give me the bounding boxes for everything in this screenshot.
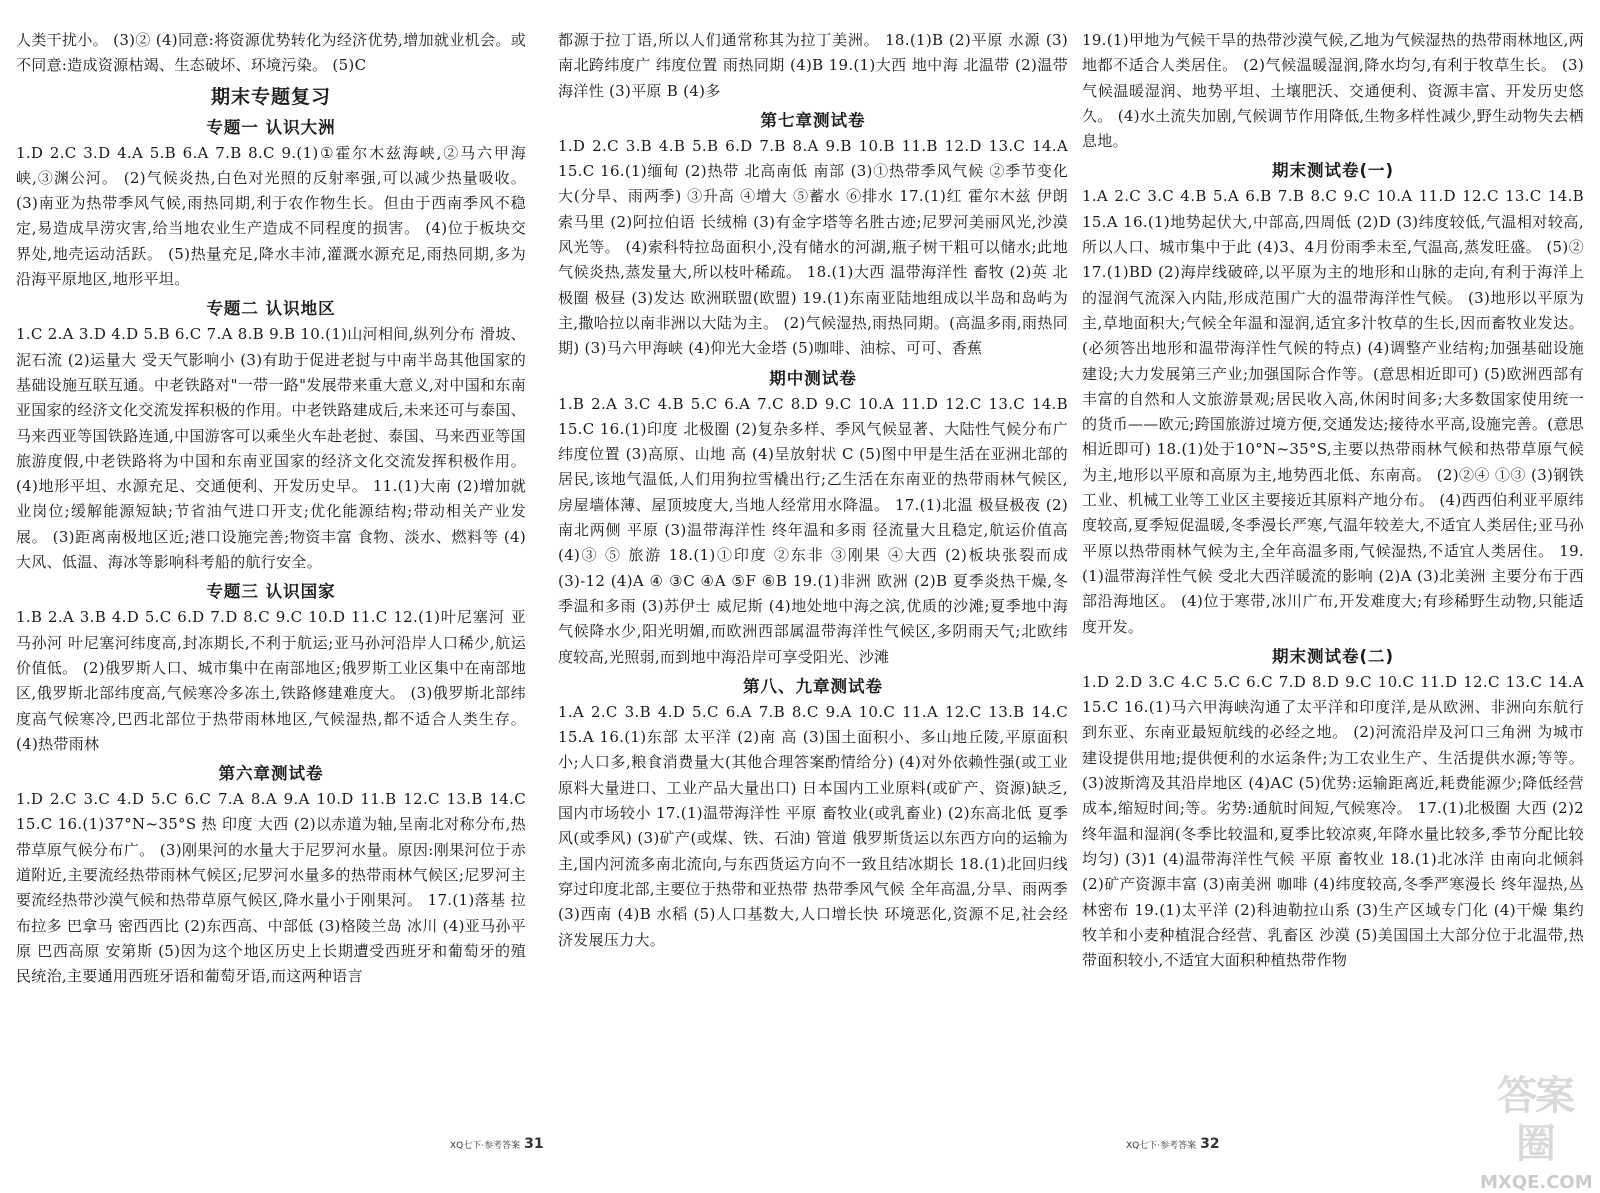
answers-chapter-6-test: 1.D 2.C 3.C 4.D 5.C 6.C 7.A 8.A 9.A 10.D 11.B 12.C 13.B 14.C 15.C 16.(1)37°N~35°S 热 印度 大西 (2)以赤道为轴,呈南北对称分布,热带草原气候分布广。 (3)刚果河的水量大于尼罗河水量。原因:刚果河位于赤道附近,主要流经热带雨林气候区;尼罗河水量多的热带雨林气候区;尼罗河主要流经热带沙漠气候和热带草原气候区,降水量小于刚果河。 17.(1)落基 拉布拉多 巴拿马 密西西比 (2)东西高、中部低 (3)格陵兰岛 冰川 (4)亚马孙平原 巴西高原 安第斯 (5)因为这个地区历史上长期遭受西班牙和葡萄牙的殖民统治,主要通用西班牙语和葡萄牙语,而这两种语言 [16,790,526,986]
answers-chapter-7-test: 1.D 2.C 3.B 4.B 5.B 6.D 7.B 8.A 9.B 10.B 11.B 12.D 13.C 14.A 15.C 16.(1)缅甸 (2)热带 北高南低 南部 (3)①热带季风气候 ②季节变化大(分旱、雨两季) ③升高 ④增大 ⑤蓄水 ⑥排水 17.(1)红 霍尔木兹 伊朗 索马里 (2)阿拉伯语 长绒棉 (3)有金字塔等名胜古迹;尼罗河美丽风光,沙漠风光等。 (4)索科特拉岛面积小,没有储水的河湖,瓶子树干粗可以储水;此地气候炎热,蒸发量大,所以枝叶稀疏。 18.(1)大西 温带海洋性 畜牧 (2)英 北极圈 极昼 (3)发达 欧洲联盟(欧盟) 19.(1)东南亚陆地组成以半岛和岛屿为主,撒哈拉以南非洲以大陆为主。 (2)气候湿热,雨热同期。(高温多雨,雨热同期) (3)马六甲海峡 (4)仰光大金塔 (5)咖啡、油棕、可可、香蕉 [558,136,1068,358]
page-footer-right [1126,1136,1220,1152]
page-footer-left [450,1136,544,1152]
heading-chapter-7-test: 第七章测试卷 [760,110,866,130]
heading-topic-3: 专题三 认识国家 [206,582,336,602]
answer-column-left [16,28,526,990]
paragraph-intro: 19.(1)甲地为气候干旱的热带沙漠气候,乙地为气候湿热的热带雨林地区,两地都不适合人类居住。 (2)气候温暖湿润,降水均匀,有利于牧草生长。 (3)气候温暖湿润、地势平坦、土壤肥沃、交通便利、资源丰富、开发历史悠久。 (4)水土流失加剧,气候调节作用降低,生物多样性减少,野生动物失去栖息地。 [1082,31,1584,151]
section-title-final-review: 期末专题复习 [210,85,331,108]
answers-topic-3: 1.B 2.A 3.B 4.D 5.C 6.D 7.D 8.C 9.C 10.D 11.C 12.(1)叶尼塞河 亚马孙河 叶尼塞河纬度高,封冻期长,不利于航运;亚马孙河沿岸人口稀少,航运价值低。 (2)俄罗斯人口、城市集中在南部地区;俄罗斯工业区集中在南部地区,俄罗斯北部纬度高,气候寒冷多冻土,铁路修建难度大。 (3)俄罗斯北部纬度高气候寒冷,巴西北部位于热带雨林地区,气候湿热,都不适合人类生存。 (4)热带雨林 [16,608,526,753]
page-number: 32 [1200,1136,1220,1152]
watermark-url: MXQE.COM [1480,1172,1593,1193]
answers-topic-1: 1.D 2.C 3.D 4.A 5.B 6.A 7.B 8.C 9.(1)①霍尔木兹海峡,②马六甲海峡,③渊公河。 (2)气候炎热,白色对光照的反射率强,可以减少热量吸收。 (3)南亚为热带季风气候,雨热同期,利于农作物生长。但由于西南季风不稳定,易造成旱涝灾害,给当地农业生产造成不同程度的损害。 (4)位于板块交界处,地壳运动活跃。 (5)热量充足,降水丰沛,灌溉水源充足,雨热同期,多为沿海平原地区,地形平坦。 [16,143,526,289]
footer-label: XQ七下·参考答案 [1126,1141,1197,1151]
heading-topic-1: 专题一 认识大洲 [206,117,336,137]
answers-midterm-test: 1.B 2.A 3.C 4.B 5.C 6.A 7.C 8.D 9.C 10.A 11.D 12.C 13.C 14.B 15.C 16.(1)印度 北极圈 (2)复杂多样、季风气候显著、大陆性气候分布广 纬度位置 (3)高原、山地 高 (4)呈放射状 C (5)图中甲是生活在亚洲北部的居民,该地气温低,人们用狗拉雪橇出行;乙生活在东南亚的热带雨林气候区,房屋墙体薄、屋顶坡度大,当地人经常用水降温。 17.(1)北温 极昼极夜 (2)南北两侧 平原 (3)温带海洋性 终年温和多雨 径流量大且稳定,航运价值高 (4)③ ⑤ 旅游 18.(1)①印度 ②东非 ③刚果 ④大西 (2)板块张裂而成 (3)-12 (4)A ④ ③C ④A ⑤F ⑥B 19.(1)非洲 欧洲 (2)B 夏季炎热干燥,冬季温和多雨 (3)苏伊士 威尼斯 (4)地处地中海之滨,优质的沙滩;夏季地中海气候降水少,阳光明媚,而欧洲西部属温带海洋性气候区,多阴雨天气;北欧纬度较高,光照弱,而到地中海沿岸可享受阳光、沙滩 [558,394,1068,666]
page-number: 31 [524,1136,544,1152]
answers-chapter-8-9-test: 1.A 2.C 3.B 4.D 5.C 6.A 7.B 8.C 9.A 10.C 11.A 12.C 13.B 14.C 15.A 16.(1)东部 太平洋 (2)南 高 (3)国土面积小、多山地丘陵,平原面积小;人口多,粮食消费量大(其他合理答案酌情给分) (4)对外依赖性强(或工业原料大量进口、工业产品大量出口) 日本国内工业原料(或矿产、资源)缺乏,国内市场较小 17.(1)温带海洋性 平原 畜牧业(或乳畜业) (2)东高北低 夏季风(或季风) (3)矿产(或煤、铁、石油) 管道 俄罗斯货运以东西方向的运输为主,国内河流多南北流向,与东西货运方向不一致且结冰期长 18.(1)北回归线穿过印度北部,主要位于热带和亚热带 热带季风气候 全年高温,分旱、雨两季 (3)西南 (4)B 水稻 (5)人口基数大,人口增长快 环境恶化,资源不足,社会经济发展压力大。 [558,702,1068,949]
answers-final-test-2: 1.D 2.D 3.C 4.C 5.C 6.C 7.D 8.D 9.C 10.C 11.D 12.C 13.C 14.A 15.C 16.(1)马六甲海峡沟通了太平洋和印度洋,是从欧洲、非洲向东航行到东亚、东南亚最短航线的必经之地。 (2)河流沿岸及河口三角洲 为城市建设提供用地;提供便利的水运条件;为工农业生产、生活提供水源;等等。 (3)波斯湾及其沿岸地区 (4)AC (5)优势:运输距离近,耗费能源少;降低经营成本,缩短时间;等。劣势:通航时间短,气候寒冷。 17.(1)北极圈 大西 (2)2 终年温和湿润(冬季比较温和,夏季比较凉爽,年降水量比较多,季节分配比较均匀) (3)1 (4)温带海洋性气候 平原 畜牧业 18.(1)北冰洋 由南向北倾斜 (2)矿产资源丰富 (3)南美洲 咖啡 (4)纬度较高,冬季严寒漫长 终年湿热,丛林密布 19.(1)太平洋 (2)科迪勒拉山系 (3)生产区域专门化 (4)干燥 集约牧羊和小麦种植混合经营、乳畜区 沙漠 (5)美国国土大部分位于北温带,热带面积较小,不适宜大面积种植热带作物 [1082,672,1584,970]
paragraph-intro: 都源于拉丁语,所以人们通常称其为拉丁美洲。 18.(1)B (2)平原 水源 (3)南北跨纬度广 纬度位置 雨热同期 (4)B 19.(1)大西 地中海 北温带 (2)温带海洋性 (3)平原 B (4)多 [558,31,1068,100]
answer-column-right [1082,28,1584,973]
heading-final-test-1: 期末测试卷(一) [1271,161,1395,181]
heading-midterm-test: 期中测试卷 [769,368,857,388]
answers-final-test-1: 1.A 2.C 3.C 4.B 5.A 6.B 7.B 8.C 9.C 10.A 11.D 12.C 13.C 14.B 15.A 16.(1)地势起伏大,中部高,四周低 (2)D (3)纬度较低,气温相对较高,所以人口、城市集中于此 (4)3、4月份雨季未至,气温高,蒸发旺盛。 (5)② 17.(1)BD (2)海岸线破碎,以平原为主的地形和山脉的走向,有利于海洋上的湿润气流深入内陆,形成范围广大的温带海洋性气候。 (3)地形以平原为主,草地面积大;气候全年温和湿润,适宜多汁牧草的生长,因而畜牧业发达。(必须答出地形和温带海洋性气候的特点) (4)调整产业结构;加强基础设施建设;大力发展第三产业;加强国际合作等。(意思相近即可) (5)欧洲西部有丰富的自然和人文旅游景观;居民收入高,休闲时间多;大多数国家使用统一的货币——欧元;跨国旅游过境方便,交通发达;接待水平高,设施完善。(意思相近即可) 18.(1)处于10°N~35°S,主要以热带雨林气候和热带草原气候为主,地形以平原和高原为主,地势西北低、东南高。 (2)②④ ①③ (3)钢铁工业、机械工业等工业区主要接近其原料产地分布。 (4)西西伯利亚平原纬度较高,夏季短促温暖,冬季漫长严寒,气温年较差大,不适宜人类居住;亚马孙平原以热带雨林气候为主,全年高温多雨,气候湿热,不适宜人类居住。 19.(1)温带海洋性气候 受北大西洋暖流的影响 (2)A (3)北美洲 主要分布于西部沿海地区。 (4)位于寒带,冰川广布,开发难度大;有珍稀野生动物,只能适度开发。 [1082,187,1584,636]
watermark-logo: 答案圈 [1497,1073,1573,1167]
watermark [1480,1072,1593,1193]
footer-label: XQ七下·参考答案 [450,1141,521,1151]
paragraph-intro: 人类干扰小。 (3)② (4)同意:将资源优势转化为经济优势,增加就业机会。或不同意:造成资源枯竭、生态破坏、环境污染。 (5)C [16,31,526,75]
answers-topic-2: 1.C 2.A 3.D 4.D 5.B 6.C 7.A 8.B 9.B 10.(1)山河相间,纵列分布 滑坡、泥石流 (2)运量大 受天气影响小 (3)有助于促进老挝与中南半岛其他国家的基础设施互联互通。中老铁路对"一带一路"发展带来重大意义,对中国和东南亚国家的经济文化交流发挥积极的作用。中老铁路建成后,未来还可与泰国、马来西亚等国铁路连通,中国游客可以乘坐火车赴老挝、泰国、马来西亚等国旅游度假,中老铁路将为中国和东南亚国家的经济文化交流发挥积极作用。 (4)地形平坦、水源充足、交通便利、开发历史早。 11.(1)大南 (2)增加就业岗位;缓解能源短缺;节省油气进口开支;优化能源结构;带动相关产业发展。 (3)距离南极地区近;港口设施完善;物资丰富 食物、淡水、燃料等 (4)大风、低温、海冰等影响科考船的航行安全。 [16,325,526,572]
answer-column-middle [558,28,1068,953]
heading-topic-2: 专题二 认识地区 [206,299,336,319]
heading-chapter-8-9-test: 第八、九章测试卷 [743,676,883,696]
heading-chapter-6-test: 第六章测试卷 [218,764,324,784]
heading-final-test-2: 期末测试卷(二) [1271,646,1395,666]
